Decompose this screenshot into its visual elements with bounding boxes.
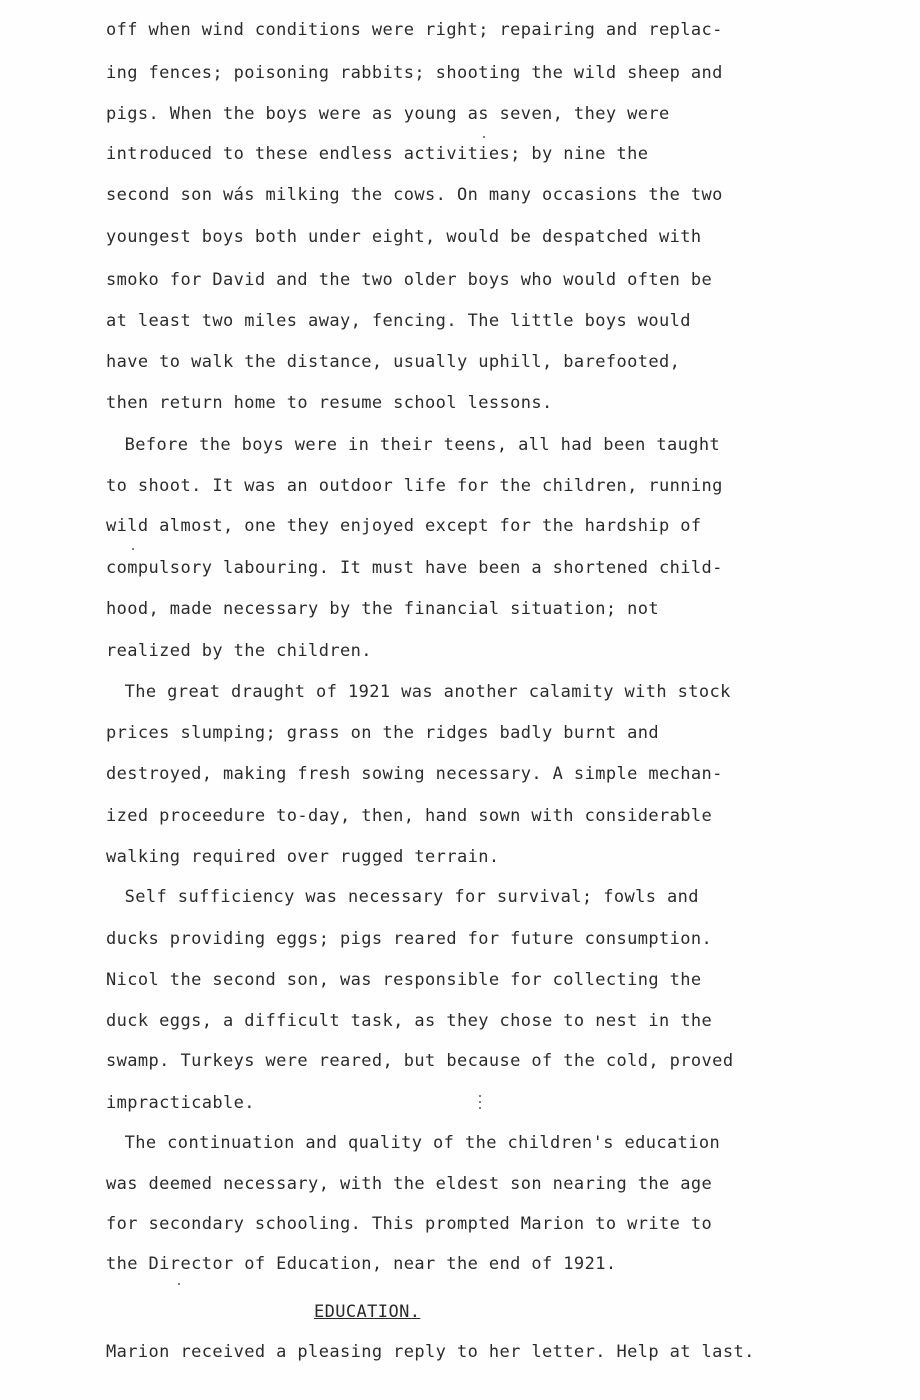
text-line: hood, made necessary by the financial situation; not: [106, 599, 660, 619]
text-line: Nicol the second son, was responsible for collecting the: [106, 970, 702, 990]
text-line: was deemed necessary, with the eldest son nearing the age: [106, 1174, 713, 1194]
text-line: youngest boys both under eight, would be despatched with: [106, 227, 702, 247]
scan-speck: [479, 1101, 481, 1103]
text-line: for secondary schooling. This prompted Marion to write to: [106, 1214, 713, 1234]
text-line: smoko for David and the two older boys who would often be: [106, 270, 713, 290]
text-line: off when wind conditions were right; repairing and replac-: [106, 20, 723, 40]
paragraph-first-line: The great draught of 1921 was another calamity with stock: [114, 682, 731, 702]
paragraph-first-line: The continuation and quality of the children's education: [114, 1133, 721, 1153]
text-line: have to walk the distance, usually uphill, barefooted,: [106, 352, 681, 372]
text-line: Marion received a pleasing reply to her letter. Help at last.: [106, 1342, 755, 1362]
paragraph-first-line: Before the boys were in their teens, all had been taught: [114, 435, 721, 455]
text-line: impracticable.: [106, 1093, 255, 1113]
scan-speck: [132, 548, 134, 550]
text-line: compulsory labouring. It must have been a shortened child-: [106, 558, 723, 578]
text-line: ing fences; poisoning rabbits; shooting the wild sheep and: [106, 63, 723, 83]
text-line: pigs. When the boys were as young as seven, they were: [106, 104, 670, 124]
text-line: realized by the children.: [106, 641, 372, 661]
scan-speck: [479, 1095, 481, 1097]
text-line: swamp. Turkeys were reared, but because of the cold, proved: [106, 1051, 734, 1071]
text-line: to shoot. It was an outdoor life for the children, running: [106, 476, 723, 496]
text-line: second son wás milking the cows. On many occasions the two: [106, 185, 723, 205]
text-line: then return home to resume school lessons.: [106, 393, 553, 413]
text-line: at least two miles away, fencing. The little boys would: [106, 311, 691, 331]
scan-speck: [483, 136, 485, 138]
text-line: duck eggs, a difficult task, as they chose to nest in the: [106, 1011, 713, 1031]
text-line: ized proceedure to-day, then, hand sown with considerable: [106, 806, 713, 826]
text-line: destroyed, making fresh sowing necessary. A simple mechan-: [106, 764, 723, 784]
text-line: prices slumping; grass on the ridges badly burnt and: [106, 723, 660, 743]
text-line: walking required over rugged terrain.: [106, 847, 500, 867]
scan-speck: [479, 1107, 481, 1109]
text-line: introduced to these endless activities; by nine the: [106, 144, 649, 164]
section-heading: EDUCATION.: [314, 1302, 421, 1322]
text-line: the Director of Education, near the end of 1921.: [106, 1254, 617, 1274]
text-line: wild almost, one they enjoyed except for the hardship of: [106, 516, 702, 536]
scan-speck: [178, 1283, 180, 1285]
paragraph-first-line: Self sufficiency was necessary for survival; fowls and: [114, 887, 699, 907]
text-line: ducks providing eggs; pigs reared for future consumption.: [106, 929, 713, 949]
